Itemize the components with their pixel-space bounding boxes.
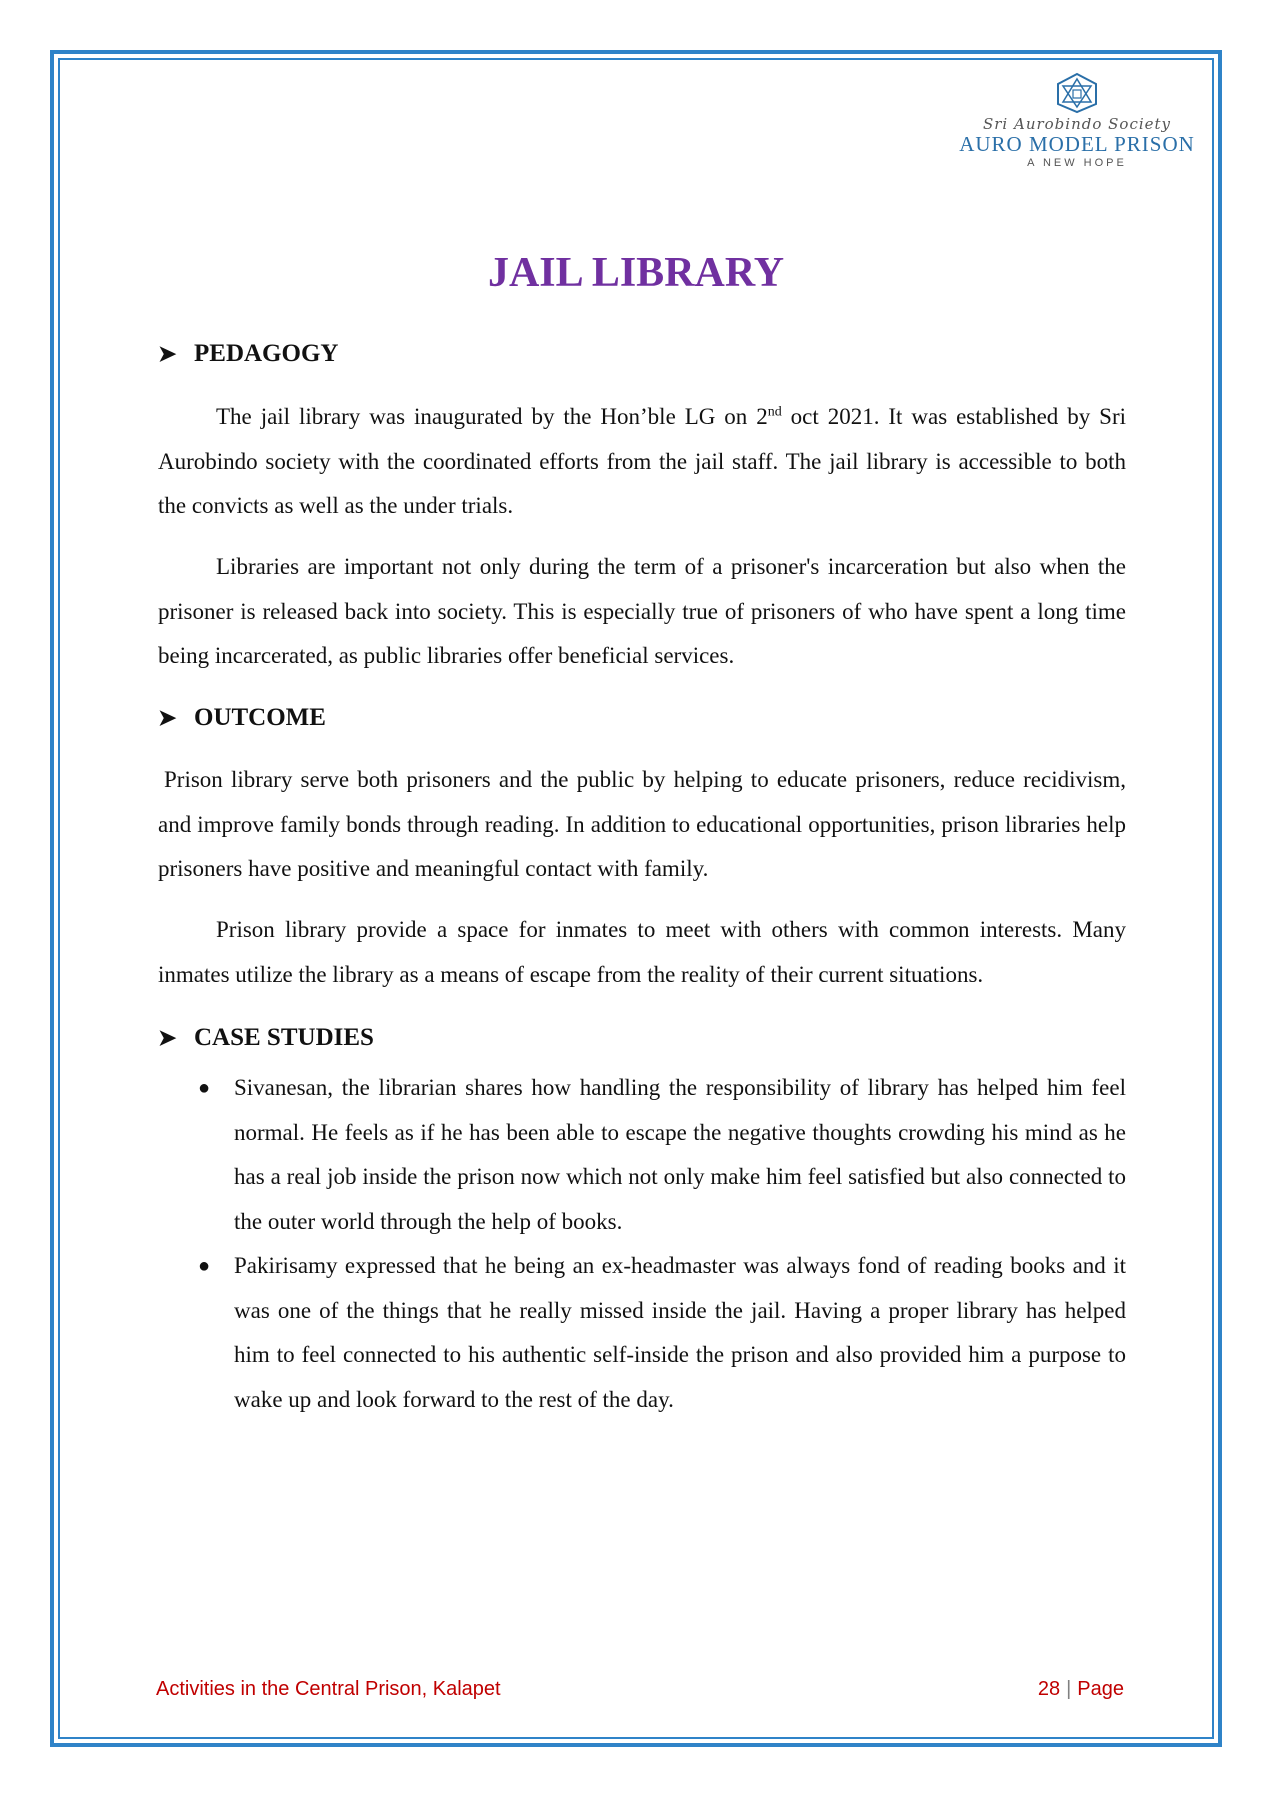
footer-document-title: Activities in the Central Prison, Kalapet [156, 1678, 501, 1700]
case-study-text: Sivanesan, the librarian shares how handling the responsibility of library has helped him feel normal. He feels as if he has been able to escape the negative thoughts crowding his mind as he has a real job inside the prison now which not only make him feel satisfied but also connected to the outer world through the help of books. [234, 1075, 1126, 1234]
page-label: Page [1077, 1678, 1124, 1700]
logo-name-text: AURO MODEL PRISON [959, 132, 1195, 156]
case-studies-list [196, 1066, 1126, 1422]
page-number: 28 [1037, 1678, 1061, 1700]
pedagogy-p1-superscript: nd [767, 404, 782, 420]
pedagogy-paragraph-1 [158, 395, 1126, 529]
pedagogy-p1-text-a: The jail library was inaugurated by the Hon’ble LG on 2 [216, 404, 768, 429]
bullet-dot-icon: ● [198, 1255, 211, 1277]
case-studies-heading [158, 1023, 374, 1053]
emblem-icon [1054, 72, 1100, 114]
pedagogy-paragraph-2: Libraries are important not only during the term of a prisoner's incarceration but also when the prisoner is released back into society. This is especially true of prisoners of who have spent a long time being incarcerated, as public libraries offer beneficial services. [158, 554, 1126, 668]
page-border-inner [58, 58, 1214, 1739]
auro-model-prison-logo [948, 72, 1206, 182]
case-studies-heading-text: CASE STUDIES [194, 1024, 374, 1051]
page-separator: | [1066, 1678, 1072, 1700]
pedagogy-heading-text: PEDAGOGY [194, 340, 339, 367]
pedagogy-p1-text-b: oct 2021. It was established by Sri Aurobindo society with the coordinated efforts from the jail staff. The jail library is accessible to both the convicts as well as the under trials. [158, 404, 1126, 518]
arrow-bullet-icon: ➤ [158, 1025, 177, 1050]
bullet-dot-icon: ● [198, 1077, 211, 1099]
arrow-bullet-icon: ➤ [158, 705, 177, 730]
logo-tagline-text: A NEW HOPE [1027, 157, 1127, 169]
outcome-paragraph-2: Prison library provide a space for inmates to meet with others with common interests. Many inmates utilize the library as a means of escape from the reality of their current situations. [158, 917, 1126, 987]
case-study-text: Pakirisamy expressed that he being an ex-headmaster was always fond of reading books and it was one of the things that he really missed inside the jail. Having a proper library has helped him to feel connected to his authentic self-inside the prison and also provided him a purpose to wake up and look forward to the rest of the day. [234, 1253, 1126, 1412]
logo-society-text: Sri Aurobindo Society [982, 115, 1172, 133]
arrow-bullet-icon: ➤ [158, 341, 177, 366]
list-item [196, 1244, 1126, 1422]
pedagogy-heading [158, 339, 338, 369]
outcome-paragraph-1: Prison library serve both prisoners and the public by helping to educate prisoners, reduce recidivism, and improve family bonds through reading. In addition to educational opportunities, prison libraries help prisoners have positive and meaningful contact with family. [158, 767, 1126, 881]
outcome-heading [158, 703, 326, 733]
footer-page-number [1020, 1678, 1124, 1701]
list-item [196, 1066, 1126, 1244]
outcome-heading-text: OUTCOME [194, 704, 326, 731]
page-title: JAIL LIBRARY [487, 250, 785, 296]
